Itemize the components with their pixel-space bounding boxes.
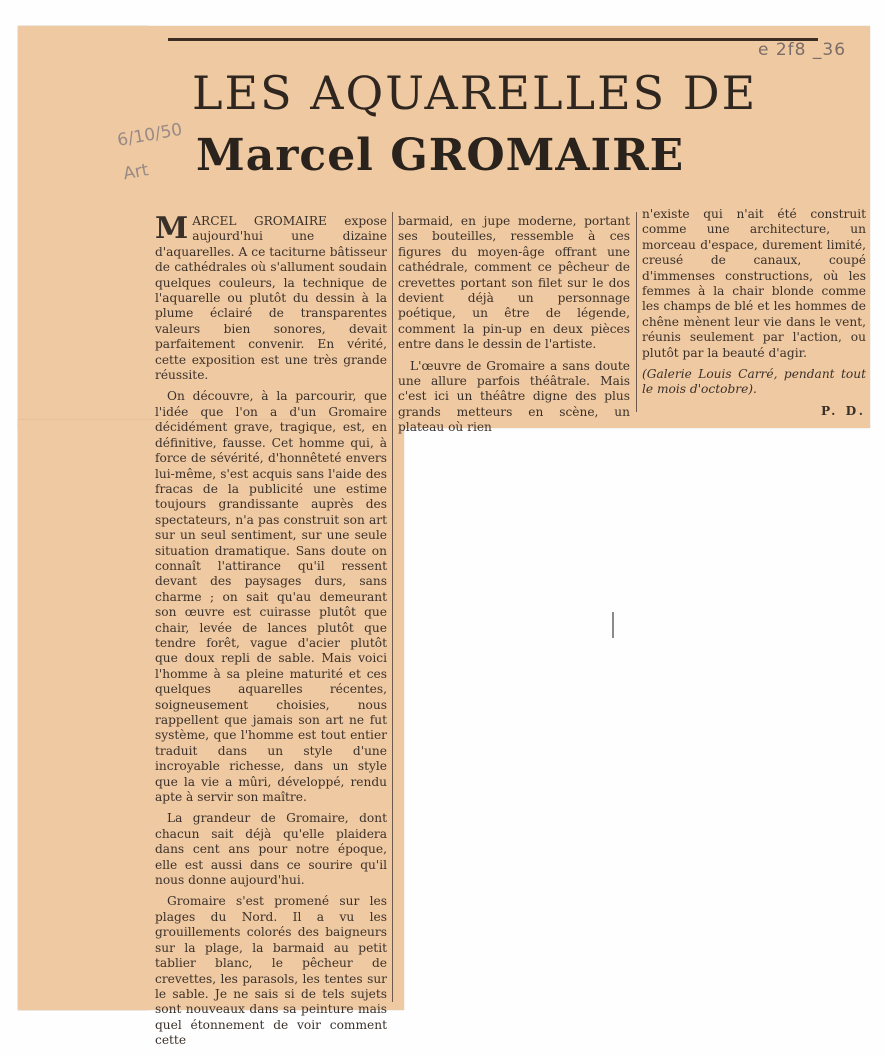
handwritten-date: 6/10/50 xyxy=(115,119,184,151)
article-paragraph xyxy=(155,211,387,383)
article-paragraph: L'œuvre de Gromaire a sans doute une allure parfois théâtrale. Mais c'est ici un théâtre digne des plus grands metteurs en scène, un plateau où rien xyxy=(398,358,630,435)
headline-line-1: LES AQUARELLES DE xyxy=(192,66,758,120)
column-divider-1 xyxy=(392,212,393,1002)
scan-mark xyxy=(612,612,614,638)
article-column-3 xyxy=(642,207,866,425)
archive-reference-note: e 2f8 _36 xyxy=(758,40,847,60)
drop-cap: M xyxy=(155,211,189,246)
paragraph-text: ARCEL GROMAIRE expose aujourd'hui une dizaine d'aquarelles. A ce taciturne bâtisseur de cathédrales où s'allument soudain quelques couleurs, la technique de l'aquarelle ou plutôt du dessin à la plume éclairé de transparentes valeurs bien sonores, devait parfaitement convenir. En vérité, cette exposition est une très grande réussite. xyxy=(155,214,387,383)
article-paragraph: n'existe qui n'ait été construit comme une architecture, un morceau d'espace, durement limité, creusé de canaux, coupé d'immenses constructions, où les femmes à la chair blonde comme les champs de blé et les hommes de chêne mènent leur vie dans le vent, réunis seulement par l'action, ou plutôt par la beauté d'agir. xyxy=(642,207,866,360)
column-divider-2 xyxy=(636,212,637,412)
article-column-2 xyxy=(398,214,630,442)
headline-line-2: Marcel GROMAIRE xyxy=(196,130,685,181)
article-paragraph: Gromaire s'est promené sur les plages du Nord. Il a vu les grouillements colorés des baigneurs sur la plage, la barmaid au petit tablier blanc, le pêcheur de crevettes, les parasols, les tentes sur le sable. Je ne sais si de tels sujets sont nouveaux dans sa peinture mais quel étonnement de voir comment cette xyxy=(155,894,387,1048)
article-paragraph: barmaid, en jupe moderne, portant ses bouteilles, ressemble à ces figures du moyen-âge offrant une cathédrale, comment ce pêcheur de crevettes portant son filet sur le dos devient déjà un personnage poétique, un être de légende, comment la pin-up en deux pièces entre dans le dessin de l'artiste. xyxy=(398,214,630,352)
handwritten-date-note xyxy=(115,113,191,191)
header-rule xyxy=(168,38,818,41)
article-column-1 xyxy=(155,211,387,1055)
author-signature: P. D. xyxy=(820,403,866,418)
exhibition-caption: (Galerie Louis Carré, pendant tout le mois d'octobre). xyxy=(642,367,866,397)
handwritten-annotation: Art xyxy=(121,160,151,185)
article-paragraph: On découvre, à la parcourir, que l'idée que l'on a d'un Gromaire décidément grave, tragique, est, en définitive, fausse. Cet homme qui, à force de sévérité, d'honnêteté envers lui-même, s'est acquis sans l'aide des fracas de la publicité une estime toujours grandissante auprès des spectateurs, n'a pas construit son art sur un seul sentiment, sur une seule situation dramatique. Sans doute on connaît l'attirance qu'il ressent devant des paysages durs, sans charme ; on sait qu'au demeurant son œuvre est cuirasse plutôt que chair, levée de lances plutôt que tendre forêt, vague d'acier plutôt que doux repli de sable. Mais voici l'homme à sa pleine maturité et ces quelques aquarelles récentes, soigneusement choisies, nous rappellent que jamais son art ne fut système, que l'homme est tout entier traduit dans un style d'une incroyable richesse, dans un style que la vie a mûri, développé, rendu apte à servir son maître. xyxy=(155,389,387,805)
article-paragraph: La grandeur de Gromaire, dont chacun sait déjà qu'elle plaidera dans cent ans pour notre époque, elle est aussi dans ce sourire qu'il nous donne aujourd'hui. xyxy=(155,811,387,888)
